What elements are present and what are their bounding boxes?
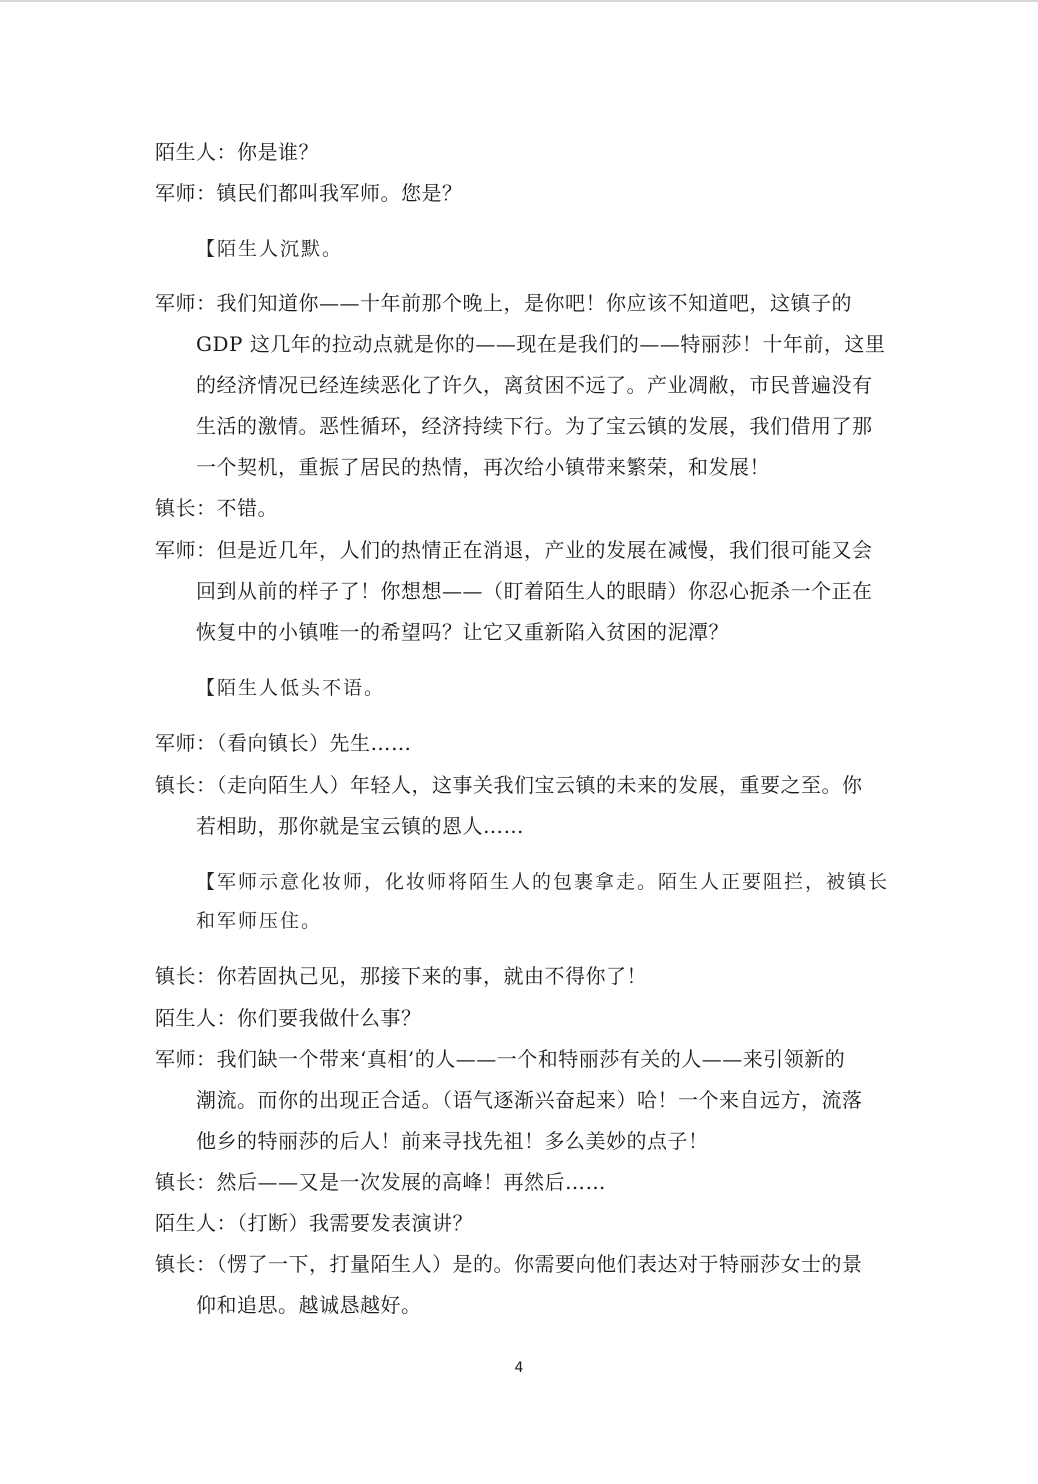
dialogue-line: 军师：我们知道你——十年前那个晚上，是你吧！你应该不知道吧，这镇子的 <box>155 291 852 315</box>
stage-direction: 和军师压住。 <box>196 910 323 932</box>
page-number: 4 <box>514 1360 524 1376</box>
dialogue-line: 的经济情况已经连续恶化了许久，离贫困不远了。产业凋敝，市民普遍没有 <box>196 373 873 397</box>
dialogue-line: 陌生人：你们要我做什么事？ <box>155 1006 422 1030</box>
dialogue-line: 仰和追思。越诚恳越好。 <box>196 1293 422 1317</box>
dialogue-line: 镇长：然后——又是一次发展的高峰！再然后…… <box>155 1170 606 1194</box>
dialogue-line: 镇长：你若固执己见，那接下来的事，就由不得你了！ <box>155 964 647 988</box>
dialogue-line: 军师：镇民们都叫我军师。您是？ <box>155 181 463 205</box>
dialogue-line: GDP 这几年的拉动点就是你的——现在是我们的——特丽莎！十年前，这里 <box>196 332 886 356</box>
dialogue-line: 一个契机，重振了居民的热情，再次给小镇带来繁荣，和发展！ <box>196 455 770 479</box>
dialogue-line: 军师：（看向镇长）先生…… <box>155 731 412 755</box>
dialogue-line: 镇长：不错。 <box>155 496 278 520</box>
stage-direction: 【陌生人沉默。 <box>196 238 344 260</box>
dialogue-line: 镇长：（愣了一下，打量陌生人）是的。你需要向他们表达对于特丽莎女士的景 <box>155 1252 863 1276</box>
dialogue-line: 潮流。而你的出现正合适。（语气逐渐兴奋起来）哈！一个来自远方，流落 <box>196 1088 863 1112</box>
dialogue-line: 回到从前的样子了！你想想——（盯着陌生人的眼睛）你忍心扼杀一个正在 <box>196 579 873 603</box>
dialogue-line: 若相助，那你就是宝云镇的恩人…… <box>196 814 524 838</box>
dialogue-line: 陌生人：你是谁？ <box>155 140 319 164</box>
dialogue-line: 镇长：（走向陌生人）年轻人，这事关我们宝云镇的未来的发展，重要之至。你 <box>155 773 863 797</box>
dialogue-line: 军师：但是近几年，人们的热情正在消退，产业的发展在减慢，我们很可能又会 <box>155 538 873 562</box>
stage-direction: 【军师示意化妆师，化妆师将陌生人的包裹拿走。陌生人正要阻拦，被镇长 <box>196 871 890 893</box>
dialogue-line: 生活的激情。恶性循环，经济持续下行。为了宝云镇的发展，我们借用了那 <box>196 414 873 438</box>
stage-direction: 【陌生人低头不语。 <box>196 677 386 699</box>
dialogue-line: 恢复中的小镇唯一的希望吗？让它又重新陷入贫困的泥潭？ <box>196 620 729 644</box>
dialogue-line: 陌生人：（打断）我需要发表演讲？ <box>155 1211 473 1235</box>
dialogue-line: 他乡的特丽莎的后人！前来寻找先祖！多么美妙的点子！ <box>196 1129 709 1153</box>
dialogue-line: 军师：我们缺一个带来‘真相’的人——一个和特丽莎有关的人——来引领新的 <box>155 1047 846 1071</box>
